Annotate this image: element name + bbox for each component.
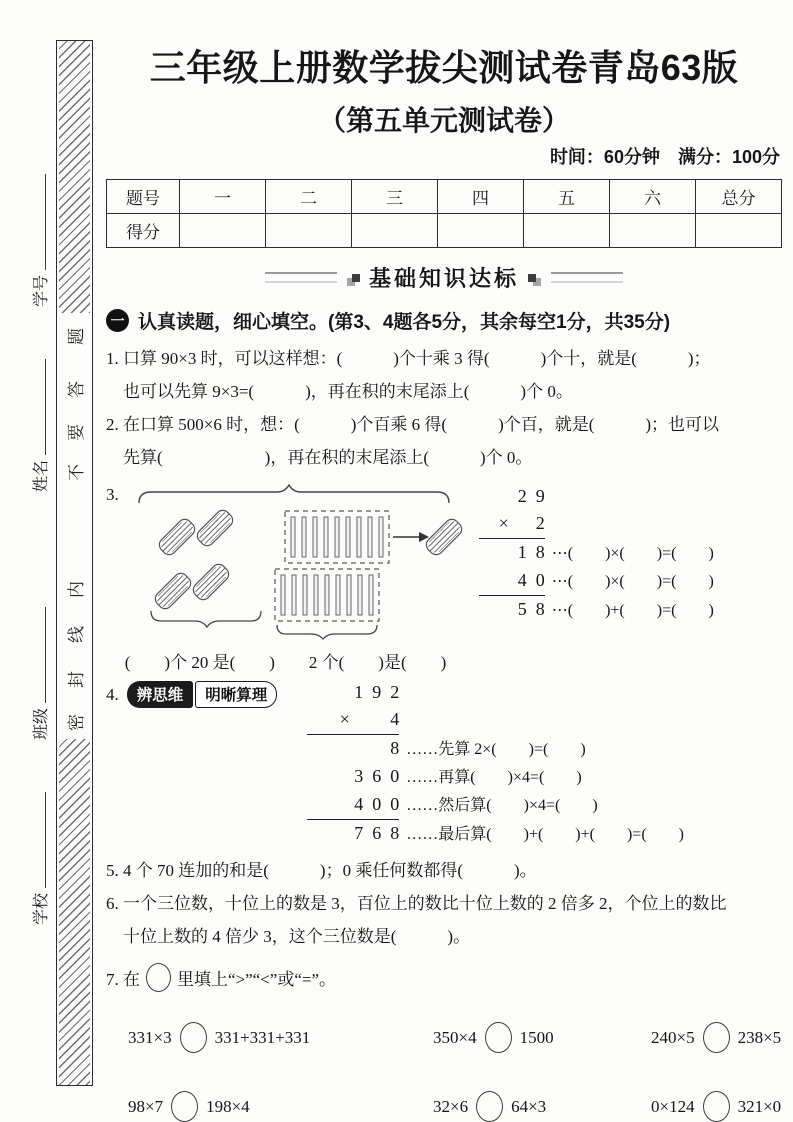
score-header-cell: 题号 [107, 180, 180, 214]
section1-heading [106, 307, 782, 334]
score-empty-cell [266, 214, 352, 248]
multiplication-192x4 [307, 679, 684, 848]
student-name-field [28, 359, 51, 492]
score-header-cell: 一 [180, 180, 266, 214]
comparison-right: 64×3 [511, 1096, 547, 1116]
student-id-field [28, 174, 51, 307]
question-3-number: 3. [106, 484, 119, 504]
question-2-line-2: 先算( )，再在积的末尾添上( )个 0。 [123, 448, 533, 468]
mult192-partial-3: 4 0 0 [354, 794, 400, 815]
mult192-sum: 7 6 8 [307, 819, 399, 848]
comparison-left: 32×6 [433, 1096, 469, 1116]
question-4-badges [127, 681, 278, 708]
score-header-cell: 三 [352, 180, 438, 214]
question-6-line-1: 6. 一个三位数，十位上的数是 3，百位上的数比十位上数的 2 倍多 2，个位上的数比 [106, 894, 727, 914]
mult29-partial-2: 4 0 [517, 570, 545, 591]
main-content [106, 30, 782, 1122]
mult29-top: 2 9 [517, 485, 545, 506]
question-5: 5. 4 个 70 连加的和是( )；0 乘任何数都得( )。 [106, 860, 537, 880]
banner-square-icon [528, 274, 536, 282]
hatch-pattern-bottom [59, 739, 90, 1085]
score-empty-cell [524, 214, 610, 248]
comparison-left: 331×3 [128, 1027, 172, 1047]
mult192-top: 1 9 2 [354, 681, 400, 702]
score-header-cell: 五 [524, 180, 610, 214]
class-field [28, 607, 51, 740]
score-empty-cell [610, 214, 696, 248]
fill-circle-icon [485, 1022, 512, 1053]
school-field [28, 792, 51, 925]
score-empty-cell [696, 214, 782, 248]
multiplication-29x2 [479, 483, 714, 624]
mult192-partial-1-note: ……先算 2×( )=( ) [406, 741, 586, 759]
question-4-number: 4. [106, 684, 119, 704]
comparison-left: 350×4 [433, 1027, 477, 1047]
banner-square-icon [352, 274, 360, 282]
seal-char: 要 [67, 424, 86, 441]
comparison-left: 98×7 [128, 1096, 164, 1116]
mult29-partial-1-note: ⋯( )×( )=( ) [551, 545, 714, 563]
reasoning-badge: 明晰算理 [195, 681, 277, 708]
seal-line-strip [56, 40, 93, 1086]
score-table [106, 179, 782, 248]
mult29-sum: 5 8 [479, 595, 545, 624]
banner-title: 基础知识达标 [368, 266, 519, 291]
question-3-caption: ( )个 20 是( ) 2 个( )是( ) [124, 652, 447, 672]
comparison-right: 1500 [519, 1027, 554, 1047]
score-table-score-row [107, 214, 782, 248]
question-4 [106, 681, 782, 848]
score-empty-cell [180, 214, 266, 248]
question-7-prefix: 7. 在 [106, 970, 140, 990]
mult192-partial-3-note: ……然后算( )×4=( ) [406, 797, 598, 815]
comparison-right: 198×4 [206, 1096, 250, 1116]
comparison-right: 331+331+331 [214, 1027, 311, 1047]
comparison-grid [128, 1022, 782, 1122]
comparison-item [651, 1022, 782, 1053]
fill-circle-icon [703, 1022, 730, 1053]
score-table-header-row [107, 180, 782, 214]
section1-heading-text: 认真读题，细心填空。(第3、4题各5分，其余每空1分，共35分) [138, 312, 671, 333]
score-row-label: 得分 [107, 214, 180, 248]
comparison-right: 238×5 [737, 1027, 782, 1047]
score-header-cell: 总分 [696, 180, 782, 214]
question-3-figure [125, 481, 463, 673]
comparison-item [433, 1022, 651, 1053]
banner-line-left [265, 272, 337, 283]
seal-char: 不 [67, 464, 86, 481]
comparison-item [651, 1091, 782, 1122]
question-6-line-2: 十位上数的 4 倍少 3，这个三位数是( )。 [123, 927, 471, 947]
class-blank-line [43, 607, 46, 703]
question-1-line-2: 也可以先算 9×3=( )，再在积的末尾添上( )个 0。 [123, 382, 573, 402]
page-subtitle: （第五单元测试卷） [317, 105, 570, 136]
mult192-sum-note: ……最后算( )+( )+( )=( ) [406, 826, 684, 844]
mult29-partial-1: 1 8 [479, 538, 545, 567]
fill-circle-icon [146, 963, 171, 992]
fill-circle-icon [476, 1091, 503, 1122]
class-label: 班级 [33, 707, 50, 740]
seal-char: 线 [67, 626, 86, 643]
mult29-partial-2-note: ⋯( )×( )=( ) [551, 573, 714, 591]
comparison-left: 0×124 [651, 1096, 695, 1116]
mult192-partial-1: 8 [307, 734, 399, 763]
comparison-item [128, 1022, 433, 1053]
comparison-item [128, 1091, 433, 1122]
seal-char: 答 [67, 381, 86, 398]
mult192-partial-2: 3 6 0 [354, 766, 400, 787]
mult192-operator-row: × 4 [339, 709, 400, 730]
student-id-blank-line [43, 174, 46, 270]
score-header-cell: 六 [610, 180, 696, 214]
score-empty-cell [438, 214, 524, 248]
sticks-illustration [125, 481, 463, 641]
fill-circle-icon [171, 1091, 198, 1122]
score-header-cell: 四 [438, 180, 524, 214]
question-1-line-1: 1. 口算 90×3 时，可以这样想：( )个十乘 3 得( )个十，就是( )； [106, 349, 711, 368]
fill-circle-icon [180, 1022, 207, 1053]
comparison-right: 321×0 [737, 1096, 782, 1116]
question-7-suffix: 里填上“>”“<”或“=”。 [177, 970, 337, 990]
score-empty-cell [352, 214, 438, 248]
section-number-one-icon: 一 [106, 309, 129, 332]
score-header-cell: 二 [266, 180, 352, 214]
comparison-item [433, 1091, 651, 1122]
question-7-intro [106, 963, 782, 992]
time-score-meta: 时间：60分钟 满分：100分 [549, 147, 780, 167]
student-id-label: 学号 [33, 274, 50, 307]
seal-char: 封 [67, 671, 86, 688]
comparison-left: 240×5 [651, 1027, 695, 1047]
page-title: 三年级上册数学拔尖测试卷青岛63版 [149, 47, 739, 88]
hatch-pattern-top [59, 41, 90, 313]
question-3 [106, 481, 782, 673]
student-name-blank-line [43, 359, 46, 455]
seal-char: 题 [67, 328, 86, 345]
mult29-sum-note: ⋯( )+( )=( ) [551, 602, 714, 620]
thinking-badge: 辨思维 [127, 681, 194, 708]
school-blank-line [43, 792, 46, 888]
section-banner [106, 262, 782, 293]
banner-line-right [551, 272, 623, 283]
question-2-line-1: 2. 在口算 500×6 时，想：( )个百乘 6 得( )个百，就是( )；也可以 [106, 415, 720, 435]
mult29-operator-row: × 2 [498, 513, 545, 534]
school-label: 学校 [33, 892, 50, 925]
student-name-label: 姓名 [33, 459, 50, 492]
seal-char: 内 [67, 581, 86, 598]
fill-circle-icon [703, 1091, 730, 1122]
seal-char: 密 [67, 714, 86, 731]
mult192-partial-2-note: ……再算( )×4=( ) [406, 769, 582, 787]
